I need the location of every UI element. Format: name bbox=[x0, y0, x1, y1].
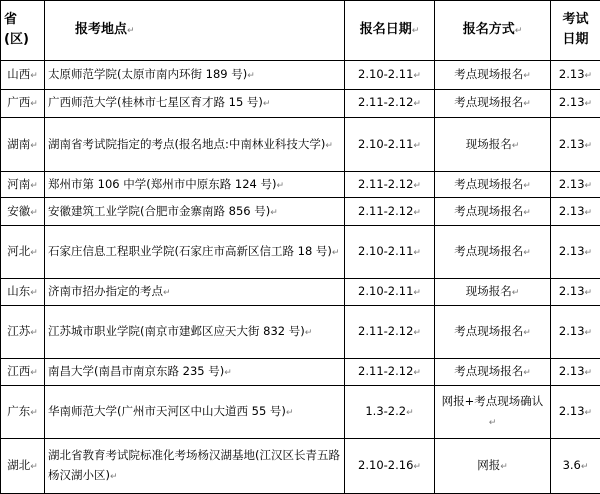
location-cell bbox=[45, 118, 345, 171]
province-cell bbox=[1, 198, 45, 226]
paragraph-mark: ↵ bbox=[270, 207, 278, 218]
paragraph-mark: ↵ bbox=[584, 328, 593, 339]
header-province bbox=[1, 1, 45, 61]
paragraph-mark: ↵ bbox=[584, 288, 593, 299]
table-row bbox=[1, 359, 600, 386]
paragraph-mark: ↵ bbox=[304, 328, 313, 339]
exam-date-cell-text: 2.13 bbox=[558, 136, 585, 151]
paragraph-mark: ↵ bbox=[30, 462, 38, 473]
location-cell bbox=[45, 386, 345, 439]
reg-date-cell-text: 2.11-2.12 bbox=[358, 95, 414, 110]
exam-date-cell bbox=[551, 198, 600, 226]
header-reg-method bbox=[435, 1, 551, 61]
paragraph-mark: ↵ bbox=[30, 408, 38, 419]
paragraph-mark: ↵ bbox=[523, 70, 531, 81]
paragraph-mark: ↵ bbox=[30, 288, 38, 299]
paragraph-mark: ↵ bbox=[523, 99, 531, 110]
paragraph-mark: ↵ bbox=[163, 288, 171, 299]
reg-date-cell-text: 2.10-2.11 bbox=[358, 136, 414, 151]
reg-date-cell-text: 2.11-2.12 bbox=[358, 324, 414, 339]
province-cell-text: 山西 bbox=[7, 66, 31, 81]
location-cell-text: 湖南省考试院指定的考点(报名地点:中南林业科技大学) bbox=[48, 136, 326, 151]
province-cell bbox=[1, 60, 45, 89]
table-row bbox=[1, 439, 600, 494]
paragraph-mark: ↵ bbox=[514, 25, 523, 36]
paragraph-mark: ↵ bbox=[584, 140, 593, 151]
location-cell-text: 石家庄信息工程职业学院(石家庄市高新区信工路 18 号) bbox=[48, 244, 332, 259]
exam-date-cell-text: 3.6 bbox=[562, 458, 581, 473]
paragraph-mark: ↵ bbox=[511, 140, 520, 151]
reg-date-cell bbox=[345, 198, 435, 226]
reg-date-cell bbox=[345, 306, 435, 359]
paragraph-mark: ↵ bbox=[413, 99, 421, 110]
province-cell-text: 湖南 bbox=[7, 136, 31, 151]
paragraph-mark: ↵ bbox=[413, 70, 421, 81]
table-row bbox=[1, 171, 600, 198]
reg-date-cell-text: 2.11-2.12 bbox=[358, 364, 414, 379]
paragraph-mark: ↵ bbox=[30, 140, 38, 151]
header-province-line2: (区) bbox=[4, 32, 29, 48]
location-cell-text: 郑州市第 106 中学(郑州市中原东路 124 号) bbox=[48, 176, 277, 191]
exam-date-cell bbox=[551, 439, 600, 494]
header-location-label: 报考地点 bbox=[75, 21, 128, 37]
paragraph-mark: ↵ bbox=[500, 462, 508, 473]
table-body bbox=[1, 60, 600, 493]
location-cell-text: 广西师范大学(桂林市七星区育才路 15 号) bbox=[48, 95, 263, 110]
province-cell bbox=[1, 439, 45, 494]
location-cell-text: 南昌大学(南昌市南京东路 235 号) bbox=[48, 364, 225, 379]
exam-date-cell bbox=[551, 306, 600, 359]
method-cell bbox=[435, 279, 551, 306]
province-cell-text: 江苏 bbox=[7, 324, 31, 339]
reg-date-cell bbox=[345, 439, 435, 494]
exam-date-cell bbox=[551, 171, 600, 198]
reg-date-cell bbox=[345, 386, 435, 439]
exam-date-cell-text: 2.13 bbox=[558, 203, 585, 218]
method-cell-text: 考点现场报名 bbox=[454, 176, 524, 191]
paragraph-mark: ↵ bbox=[584, 70, 593, 81]
paragraph-mark: ↵ bbox=[413, 207, 421, 218]
method-cell-text: 考点现场报名 bbox=[454, 244, 524, 259]
location-cell bbox=[45, 439, 345, 494]
paragraph-mark: ↵ bbox=[523, 180, 531, 191]
exam-date-cell-text: 2.13 bbox=[558, 95, 585, 110]
reg-date-cell-text: 2.10-2.11 bbox=[358, 66, 414, 81]
reg-date-cell-text: 2.11-2.12 bbox=[358, 176, 414, 191]
reg-date-cell-text: 1.3-2.2 bbox=[365, 404, 407, 419]
province-cell-text: 安徽 bbox=[7, 203, 31, 218]
paragraph-mark: ↵ bbox=[406, 408, 414, 419]
method-cell-text: 考点现场报名 bbox=[454, 66, 524, 81]
location-cell bbox=[45, 226, 345, 279]
paragraph-mark: ↵ bbox=[413, 462, 421, 473]
paragraph-mark: ↵ bbox=[413, 368, 421, 379]
paragraph-mark: ↵ bbox=[413, 288, 421, 299]
reg-date-cell bbox=[345, 118, 435, 171]
province-cell-text: 湖北 bbox=[7, 458, 31, 473]
method-cell-text: 现场报名 bbox=[465, 284, 512, 299]
table-row bbox=[1, 60, 600, 89]
method-cell-text: 网报+考点现场确认 bbox=[441, 394, 544, 409]
table-row bbox=[1, 386, 600, 439]
location-cell bbox=[45, 306, 345, 359]
location-cell bbox=[45, 89, 345, 118]
table-row bbox=[1, 306, 600, 359]
exam-date-cell bbox=[551, 89, 600, 118]
exam-date-cell-text: 2.13 bbox=[558, 66, 585, 81]
exam-date-cell-text: 2.13 bbox=[558, 364, 585, 379]
exam-date-cell bbox=[551, 359, 600, 386]
method-cell bbox=[435, 306, 551, 359]
paragraph-mark: ↵ bbox=[413, 328, 421, 339]
header-exam-date bbox=[551, 1, 600, 61]
method-cell bbox=[435, 386, 551, 439]
reg-date-cell bbox=[345, 359, 435, 386]
location-cell bbox=[45, 198, 345, 226]
table-row bbox=[1, 89, 600, 118]
header-reg-method-label: 报名方式 bbox=[462, 21, 515, 37]
paragraph-mark: ↵ bbox=[285, 408, 294, 419]
province-cell bbox=[1, 89, 45, 118]
location-cell-text: 济南市招办指定的考点 bbox=[48, 284, 163, 299]
paragraph-mark: ↵ bbox=[30, 207, 38, 218]
province-cell bbox=[1, 226, 45, 279]
province-cell-text: 河北 bbox=[7, 244, 31, 259]
reg-date-cell bbox=[345, 60, 435, 89]
paragraph-mark: ↵ bbox=[580, 462, 589, 473]
method-cell-text: 考点现场报名 bbox=[454, 324, 524, 339]
paragraph-mark: ↵ bbox=[262, 99, 271, 110]
header-reg-date-label: 报名日期 bbox=[359, 21, 412, 37]
paragraph-mark: ↵ bbox=[523, 248, 531, 259]
location-cell-text: 湖北省教育考试院标准化考场杨汉湖基地(江汉区长青五路杨汉湖小区) bbox=[48, 448, 340, 483]
paragraph-mark: ↵ bbox=[30, 368, 38, 379]
exam-date-cell-text: 2.13 bbox=[558, 404, 585, 419]
reg-date-cell-text: 2.10-2.11 bbox=[358, 284, 414, 299]
paragraph-mark: ↵ bbox=[584, 180, 593, 191]
reg-date-cell bbox=[345, 171, 435, 198]
exam-date-cell-text: 2.13 bbox=[558, 324, 585, 339]
paragraph-mark: ↵ bbox=[584, 408, 593, 419]
paragraph-mark: ↵ bbox=[411, 25, 420, 36]
method-cell-text: 考点现场报名 bbox=[454, 203, 524, 218]
paragraph-mark: ↵ bbox=[523, 328, 531, 339]
province-cell bbox=[1, 279, 45, 306]
province-cell-text: 山东 bbox=[7, 284, 31, 299]
method-cell bbox=[435, 171, 551, 198]
method-cell-text: 网报 bbox=[477, 458, 501, 473]
province-cell-text: 江西 bbox=[7, 364, 31, 379]
paragraph-mark: ↵ bbox=[30, 99, 38, 110]
header-location bbox=[45, 1, 345, 61]
paragraph-mark: ↵ bbox=[331, 248, 340, 259]
location-cell-text: 太原师范学院(太原市南内环街 189 号) bbox=[48, 66, 248, 81]
paragraph-mark: ↵ bbox=[584, 99, 593, 110]
exam-date-cell-text: 2.13 bbox=[558, 176, 585, 191]
province-cell-text: 河南 bbox=[7, 176, 31, 191]
paragraph-mark: ↵ bbox=[30, 248, 38, 259]
paragraph-mark: ↵ bbox=[584, 368, 593, 379]
province-cell bbox=[1, 118, 45, 171]
paragraph-mark: ↵ bbox=[276, 180, 285, 191]
province-cell bbox=[1, 306, 45, 359]
location-cell bbox=[45, 279, 345, 306]
location-cell bbox=[45, 171, 345, 198]
table-row bbox=[1, 279, 600, 306]
paragraph-mark: ↵ bbox=[247, 70, 255, 81]
location-cell-text: 华南师范大学(广州市天河区中山大道西 55 号) bbox=[48, 404, 286, 419]
province-cell bbox=[1, 171, 45, 198]
paragraph-mark: ↵ bbox=[224, 368, 232, 379]
paragraph-mark: ↵ bbox=[523, 207, 531, 218]
table-row bbox=[1, 198, 600, 226]
location-cell bbox=[45, 60, 345, 89]
header-exam-line1: 考试 bbox=[562, 12, 589, 28]
method-cell bbox=[435, 89, 551, 118]
paragraph-mark: ↵ bbox=[413, 248, 421, 259]
method-cell bbox=[435, 118, 551, 171]
reg-date-cell-text: 2.10-2.16 bbox=[358, 458, 414, 473]
location-cell-text: 安徽建筑工业学院(合肥市金寨南路 856 号) bbox=[48, 203, 271, 218]
exam-date-cell bbox=[551, 386, 600, 439]
paragraph-mark: ↵ bbox=[325, 140, 333, 151]
paragraph-mark: ↵ bbox=[523, 368, 531, 379]
paragraph-mark: ↵ bbox=[30, 328, 38, 339]
province-cell-text: 广东 bbox=[7, 404, 31, 419]
paragraph-mark: ↵ bbox=[30, 180, 38, 191]
province-cell bbox=[1, 386, 45, 439]
paragraph-mark: ↵ bbox=[511, 288, 520, 299]
method-cell bbox=[435, 226, 551, 279]
method-cell bbox=[435, 439, 551, 494]
paragraph-mark: ↵ bbox=[584, 248, 593, 259]
header-reg-date bbox=[345, 1, 435, 61]
paragraph-mark: ↵ bbox=[413, 140, 421, 151]
method-cell bbox=[435, 198, 551, 226]
paragraph-mark: ↵ bbox=[488, 418, 497, 429]
method-cell-text: 考点现场报名 bbox=[454, 364, 524, 379]
exam-date-cell bbox=[551, 60, 600, 89]
paragraph-mark: ↵ bbox=[110, 472, 118, 483]
paragraph-mark: ↵ bbox=[127, 25, 135, 36]
location-cell bbox=[45, 359, 345, 386]
exam-date-cell-text: 2.13 bbox=[558, 284, 585, 299]
method-cell bbox=[435, 60, 551, 89]
method-cell-text: 考点现场报名 bbox=[454, 95, 524, 110]
reg-date-cell bbox=[345, 89, 435, 118]
header-exam-line2: 日期 bbox=[562, 32, 589, 48]
table-row bbox=[1, 118, 600, 171]
paragraph-mark: ↵ bbox=[30, 70, 38, 81]
reg-date-cell-text: 2.10-2.11 bbox=[358, 244, 414, 259]
exam-date-cell bbox=[551, 279, 600, 306]
province-cell-text: 广西 bbox=[7, 95, 31, 110]
header-row bbox=[1, 1, 600, 61]
table-row bbox=[1, 226, 600, 279]
paragraph-mark: ↵ bbox=[413, 180, 421, 191]
paragraph-mark: ↵ bbox=[584, 207, 593, 218]
exam-date-cell bbox=[551, 226, 600, 279]
reg-date-cell bbox=[345, 279, 435, 306]
method-cell bbox=[435, 359, 551, 386]
exam-date-cell bbox=[551, 118, 600, 171]
reg-date-cell bbox=[345, 226, 435, 279]
method-cell-text: 现场报名 bbox=[465, 136, 512, 151]
location-cell-text: 江苏城市职业学院(南京市建邺区应天大街 832 号) bbox=[48, 324, 305, 339]
reg-date-cell-text: 2.11-2.12 bbox=[358, 203, 414, 218]
header-province-line1: 省 bbox=[4, 12, 18, 28]
exam-date-cell-text: 2.13 bbox=[558, 244, 585, 259]
province-cell bbox=[1, 359, 45, 386]
